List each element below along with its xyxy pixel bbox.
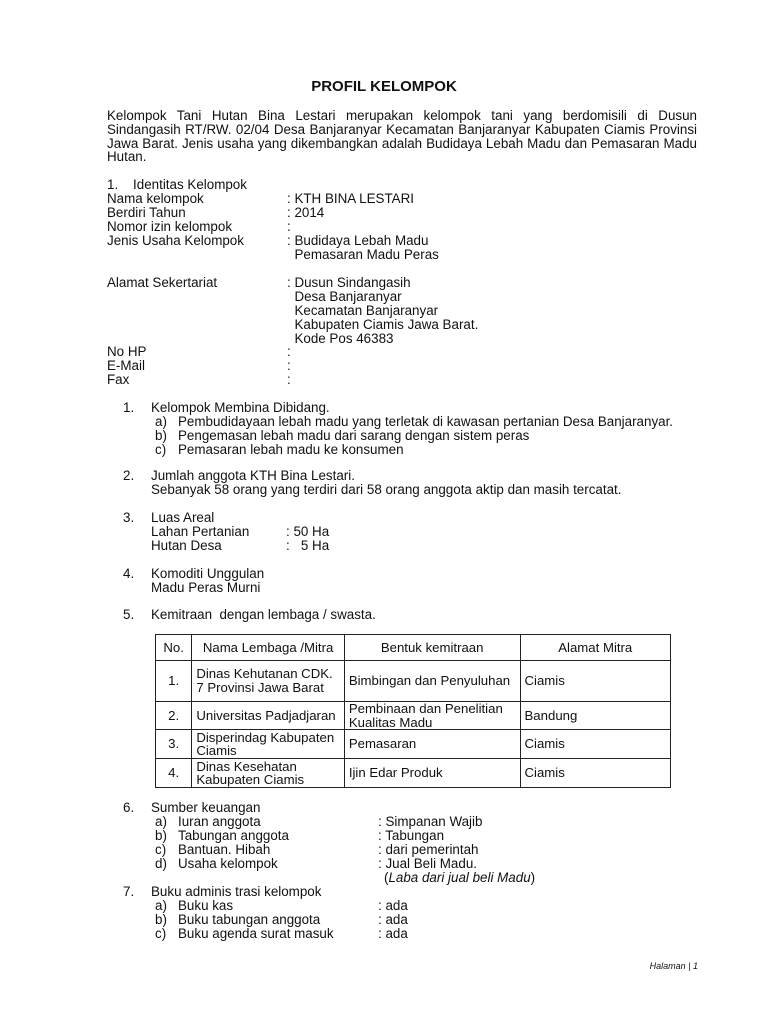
list-item-marker: a) — [155, 414, 167, 429]
field-label: Lahan Pertanian — [151, 524, 250, 539]
table-header-row — [156, 635, 671, 661]
section-2-title: Jumlah anggota KTH Bina Lestari. — [151, 468, 355, 483]
field-value: : 2014 — [287, 204, 325, 220]
table-row — [156, 759, 671, 788]
field-value: : — [287, 371, 291, 387]
cell-bentuk: Bimbingan dan Penyuluhan — [344, 661, 520, 702]
header-no: No. — [156, 635, 192, 661]
field-label: Berdiri Tahun — [107, 204, 186, 220]
table-row — [156, 702, 671, 730]
cell-bentuk: Ijin Edar Produk — [344, 759, 520, 788]
field-label: Nomor izin kelompok — [107, 218, 233, 234]
field-label: Hutan Desa — [151, 537, 222, 553]
list-item-value: : ada — [378, 926, 408, 941]
field-value: : Dusun Sindangasih — [287, 275, 411, 290]
list-item-marker: c) — [155, 441, 167, 457]
cell-no: 2. — [156, 702, 192, 730]
section-6-number: 6. — [123, 800, 135, 815]
section-6-title: Sumber keuangan — [151, 800, 261, 815]
cell-alamat: Bandung — [520, 702, 670, 730]
field-value: : — [287, 218, 291, 234]
cell-bentuk: Pembinaan dan Penelitian Kualitas Madu — [344, 702, 520, 730]
cell-alamat: Ciamis — [520, 730, 670, 759]
header-nama: Nama Lembaga /Mitra — [192, 635, 344, 661]
field-label: Fax — [107, 371, 130, 387]
section-4-number: 4. — [123, 566, 135, 581]
list-item: Pembudidayaan lebah madu yang terletak di kawasan pertanian Desa Banjaranyar. — [178, 414, 674, 429]
section-2-detail: Sebanyak 58 orang yang terdiri dari 58 orang anggota aktip dan masih tercatat. — [151, 482, 622, 497]
cell-alamat: Ciamis — [520, 759, 670, 788]
section-3-title: Luas Areal — [151, 510, 215, 525]
list-item: Buku kas — [178, 898, 234, 913]
field-value: : Budidaya Lebah Madu — [287, 232, 429, 248]
section-1-number: 1. — [123, 400, 135, 415]
list-item-marker: b) — [155, 912, 167, 927]
section-7-number: 7. — [123, 884, 135, 899]
field-label: E-Mail — [107, 357, 145, 373]
list-item-value: : ada — [378, 898, 408, 913]
page-footer: Halaman | 1 — [649, 961, 698, 971]
cell-bentuk: Pemasaran — [344, 730, 520, 759]
list-item-marker: c) — [155, 926, 167, 941]
page-title: PROFIL KELOMPOK — [311, 78, 457, 95]
section-4-detail: Madu Peras Murni — [151, 580, 261, 595]
field-value: : KTH BINA LESTARI — [287, 191, 414, 206]
section-6-note-text: Laba dari jual beli Madu — [388, 870, 531, 885]
section-7-title: Buku adminis trasi kelompok — [151, 884, 322, 899]
list-item: Pemasaran lebah madu ke konsumen — [178, 441, 404, 457]
field-value: Desa Banjaranyar — [287, 288, 402, 304]
cell-no: 1. — [156, 661, 192, 702]
intro-paragraph: Kelompok Tani Hutan Bina Lestari merupakan kelompok tani yang berdomisili di Dusun Sindangasih RT/RW. 02/04 Desa Banjaranyar Kecamatan Banjaranyar Kabupaten Ciamis Provinsi Jawa Barat. Jenis usaha yang dikembangkan adalah Budidaya Lebah Madu dan Pemasaran Madu Hutan. — [107, 108, 697, 165]
section-3-number: 3. — [123, 510, 135, 525]
list-item-marker: b) — [155, 427, 167, 443]
header-bentuk: Bentuk kemitraan — [344, 635, 520, 661]
section-identitas-heading: 1. Identitas Kelompok — [107, 177, 247, 192]
section-5-number: 5. — [123, 607, 135, 622]
list-item-value: : dari pemerintah — [378, 842, 479, 857]
cell-no: 4. — [156, 759, 192, 788]
list-item: Iuran anggota — [178, 814, 261, 829]
list-item: Pengemasan lebah madu dari sarang dengan sistem peras — [178, 427, 530, 443]
section-1-title: Kelompok Membina Dibidang. — [151, 400, 330, 415]
list-item-marker: a) — [155, 898, 167, 913]
field-label: Jenis Usaha Kelompok — [107, 232, 244, 248]
list-item-marker: d) — [155, 856, 167, 871]
list-item-marker: a) — [155, 814, 167, 829]
field-value: Kode Pos 46383 — [287, 330, 394, 346]
field-value: : — [287, 344, 291, 359]
table-row — [156, 661, 671, 702]
list-item-value: : ada — [378, 912, 408, 927]
field-label: Nama kelompok — [107, 191, 204, 206]
section-4-title: Komoditi Unggulan — [151, 566, 265, 581]
cell-alamat: Ciamis — [520, 661, 670, 702]
table-row — [156, 730, 671, 759]
cell-nama: Dinas Kehutanan CDK. 7 Provinsi Jawa Barat — [192, 661, 344, 702]
header-alamat: Alamat Mitra — [520, 635, 670, 661]
list-item: Tabungan anggota — [178, 828, 289, 843]
field-label: Alamat Sekertariat — [107, 275, 218, 290]
cell-nama: Disperindag Kabupaten Ciamis — [192, 730, 344, 759]
field-value: Kabupaten Ciamis Jawa Barat. — [287, 316, 479, 332]
list-item-marker: b) — [155, 828, 167, 843]
field-label: No HP — [107, 344, 147, 359]
field-value: : 50 Ha — [286, 524, 330, 539]
field-value: : 5 Ha — [286, 537, 330, 553]
field-value: Pemasaran Madu Peras — [287, 246, 439, 262]
cell-nama: Dinas Kesehatan Kabupaten Ciamis — [192, 759, 344, 788]
list-item: Bantuan. Hibah — [178, 842, 271, 857]
list-item-value: : Tabungan — [378, 828, 445, 843]
field-value: : — [287, 357, 291, 373]
list-item-value: : Simpanan Wajib — [378, 814, 483, 829]
section-5-title: Kemitraan dengan lembaga / swasta. — [151, 607, 376, 622]
cell-nama: Universitas Padjadjaran — [192, 702, 344, 730]
section-2-number: 2. — [123, 468, 135, 483]
cell-no: 3. — [156, 730, 192, 759]
list-item-value: : Jual Beli Madu. — [378, 856, 477, 871]
section-6-note: (Laba dari jual beli Madu) — [384, 870, 536, 885]
kemitraan-table — [155, 634, 671, 788]
list-item: Buku tabungan anggota — [178, 912, 321, 927]
list-item: Buku agenda surat masuk — [178, 926, 334, 941]
field-value: Kecamatan Banjaranyar — [287, 302, 439, 318]
list-item: Usaha kelompok — [178, 856, 278, 871]
list-item-marker: c) — [155, 842, 167, 857]
